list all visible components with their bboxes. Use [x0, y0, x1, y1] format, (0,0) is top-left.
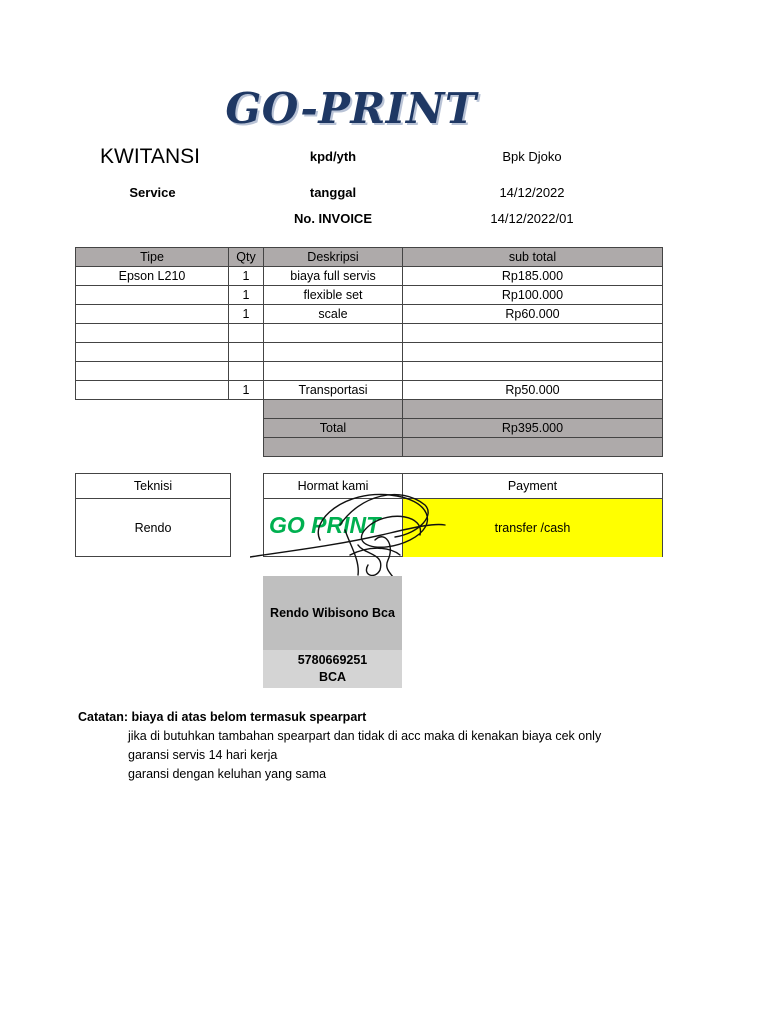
note-line: garansi dengan keluhan yang sama [128, 767, 327, 781]
cell-subtotal: Rp185.000 [403, 267, 663, 286]
table-header-row [76, 248, 663, 267]
bank-account-box [263, 650, 402, 688]
cell-tipe [76, 362, 229, 381]
total-spacer-row [76, 400, 663, 419]
cell-deskripsi: scale [264, 305, 403, 324]
notes [78, 708, 601, 784]
kpd-label: kpd/yth [309, 149, 357, 164]
bank-code: BCA [318, 670, 347, 684]
column-header-qty: Qty [229, 248, 264, 267]
signature-icon [250, 485, 450, 585]
cell-subtotal: Rp100.000 [403, 286, 663, 305]
tanggal-label: tanggal [309, 185, 357, 200]
bank-account-number: 5780669251 [297, 653, 368, 667]
stamp-text: GO PRINT [269, 512, 381, 538]
table-row [76, 343, 663, 362]
cell-qty: 1 [229, 286, 264, 305]
cell-qty: 1 [229, 267, 264, 286]
cell-tipe [76, 305, 229, 324]
table-row [76, 267, 663, 286]
cell-subtotal: Rp50.000 [403, 381, 663, 400]
cell-deskripsi: Transportasi [264, 381, 403, 400]
brand-logo: GO-PRINT [225, 84, 477, 133]
table-row [76, 324, 663, 343]
bank-name-box [263, 576, 402, 650]
total-value: Rp395.000 [403, 419, 663, 438]
tanggal-value: 14/12/2022 [499, 185, 565, 200]
total-row [76, 419, 663, 438]
cell-subtotal [403, 343, 663, 362]
items-table [75, 247, 663, 457]
cell-qty: 1 [229, 381, 264, 400]
cell-tipe [76, 381, 229, 400]
cell-qty [229, 343, 264, 362]
cell-qty: 1 [229, 305, 264, 324]
cell-tipe [76, 324, 229, 343]
teknisi-label: Teknisi [133, 479, 173, 493]
column-header-subtotal: sub total [403, 248, 663, 267]
payment-method: transfer /cash [494, 521, 571, 535]
bank-name: Rendo Wibisono Bca [270, 606, 395, 620]
cell-deskripsi [264, 343, 403, 362]
table-row [76, 286, 663, 305]
table-row [76, 381, 663, 400]
column-header-deskripsi: Deskripsi [264, 248, 403, 267]
hormat-label: Hormat kami [297, 479, 369, 493]
cell-tipe [76, 343, 229, 362]
total-spacer-row [76, 438, 663, 457]
cell-qty [229, 362, 264, 381]
table-row [76, 305, 663, 324]
total-label: Total [264, 419, 403, 438]
table-row [76, 362, 663, 381]
cell-deskripsi [264, 362, 403, 381]
cell-tipe [76, 286, 229, 305]
note-line: garansi servis 14 hari kerja [128, 748, 278, 762]
cell-tipe: Epson L210 [76, 267, 229, 286]
cell-subtotal [403, 362, 663, 381]
cell-deskripsi [264, 324, 403, 343]
invoice-label: No. INVOICE [293, 211, 372, 226]
notes-title: Catatan: biaya di atas belom termasuk spearpart [78, 710, 367, 724]
note-line: jika di butuhkan tambahan spearpart dan tidak di acc maka di kenakan biaya cek only [128, 729, 602, 743]
cell-subtotal: Rp60.000 [403, 305, 663, 324]
receipt-title: KWITANSI [100, 145, 200, 168]
cell-deskripsi: biaya full servis [264, 267, 403, 286]
cell-subtotal [403, 324, 663, 343]
teknisi-box [75, 473, 231, 557]
payment-label: Payment [507, 479, 558, 493]
column-header-tipe: Tipe [76, 248, 229, 267]
service-label: Service [129, 185, 176, 200]
cell-qty [229, 324, 264, 343]
teknisi-name: Rendo [134, 521, 172, 535]
kpd-value: Bpk Djoko [502, 149, 562, 164]
cell-deskripsi: flexible set [264, 286, 403, 305]
invoice-value: 14/12/2022/01 [490, 211, 574, 226]
